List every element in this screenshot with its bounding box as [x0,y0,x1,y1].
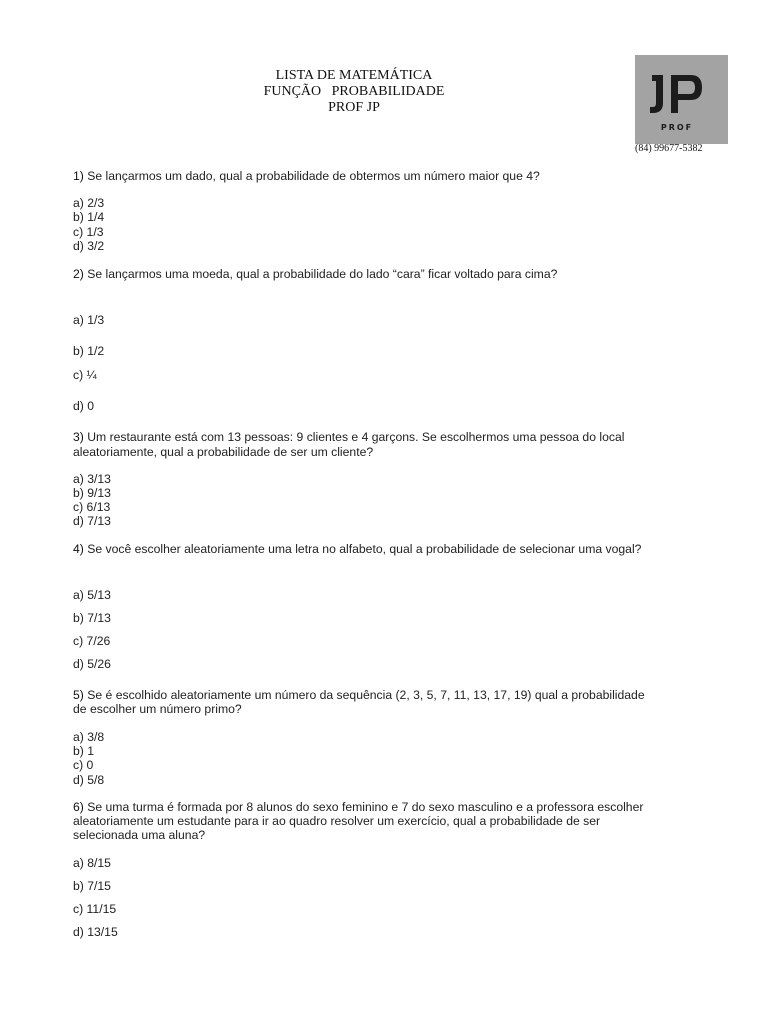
question-3-text-line-2: aleatoriamente, qual a probabilidade de ser um cliente? [73,445,374,459]
question-3-option-c: c) 6/13 [73,500,111,514]
question-6-text: 6) Se uma turma é formada por 8 alunos do sexo feminino e 7 do sexo masculino e a professora escolher [73,800,644,814]
question-3-option-d: d) 7/13 [73,514,111,528]
question-3-text: 3) Um restaurante está com 13 pessoas: 9 clientes e 4 garçons. Se escolhermos uma pessoa do local [73,430,625,444]
question-6-option-c: c) 11/15 [73,902,117,916]
header-author: PROF JP [328,100,380,115]
question-6-option-d: d) 13/15 [73,925,118,939]
question-2-option-c: c) ¼ [73,368,97,382]
question-1-text: 1) Se lançarmos um dado, qual a probabilidade de obtermos um número maior que 4? [73,169,540,183]
question-4-option-d: d) 5/26 [73,657,111,671]
logo-sub-label: PROF [660,123,694,132]
question-5-option-d: d) 5/8 [73,773,105,787]
question-5-option-c: c) 0 [73,758,94,772]
header-subtitle: FUNÇÃO PROBABILIDADE [263,84,445,99]
question-6-option-b: b) 7/15 [73,879,111,893]
document-header [230,68,478,116]
jp-prof-logo [635,55,728,144]
question-6-text-line-3: selecionada uma aluna? [73,828,206,842]
question-2-option-d: d) 0 [73,399,95,413]
question-4-option-a: a) 5/13 [73,588,111,602]
jp-logo-mark-icon [635,55,728,144]
question-6-text-line-2: aleatoriamente um estudante para ir ao quadro resolver um exercício, qual a probabilidade de ser [73,814,601,828]
question-4-option-b: b) 7/13 [73,611,111,625]
question-1-option-c: c) 1/3 [73,225,104,239]
question-2-option-a: a) 1/3 [73,313,105,327]
question-5-option-a: a) 3/8 [73,730,105,744]
question-5-text-line-2: de escolher um número primo? [73,702,242,716]
header-title: LISTA DE MATEMÁTICA [275,68,433,83]
question-1-option-a: a) 2/3 [73,196,105,210]
phone-number: (84) 99677-5382 [635,143,703,154]
question-5-option-b: b) 1 [73,744,95,758]
question-2-option-b: b) 1/2 [73,344,105,358]
question-3-option-b: b) 9/13 [73,486,111,500]
question-4-option-c: c) 7/26 [73,634,111,648]
question-3-option-a: a) 3/13 [73,472,111,486]
question-4-text: 4) Se você escolher aleatoriamente uma letra no alfabeto, qual a probabilidade de selecionar uma vogal? [73,542,642,556]
question-5-text: 5) Se é escolhido aleatoriamente um número da sequência (2, 3, 5, 7, 11, 13, 17, 19) qual a probabilidade [73,688,645,702]
question-6-option-a: a) 8/15 [73,856,111,870]
question-1-option-b: b) 1/4 [73,210,105,224]
question-2-text: 2) Se lançarmos uma moeda, qual a probabilidade do lado “cara” ficar voltado para cima? [73,267,558,281]
question-1-option-d: d) 3/2 [73,239,105,253]
